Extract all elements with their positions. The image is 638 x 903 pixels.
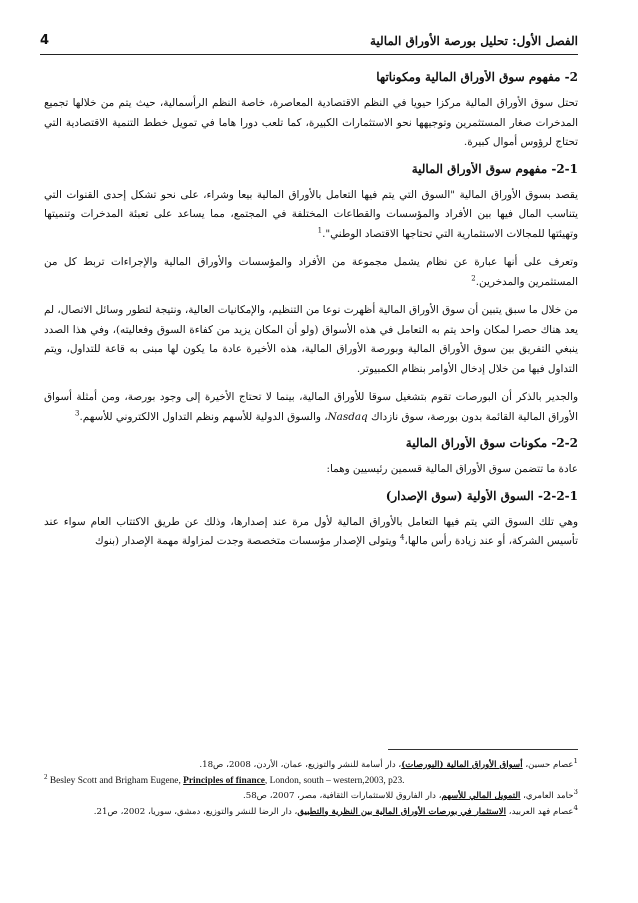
chapter-title: الفصل الأول: تحليل بورصة الأوراق المالية: [370, 34, 578, 48]
definition-paragraph: [44, 186, 578, 245]
footnote-3: [44, 789, 578, 805]
footnote-3-rest: ، دار الفاروق للاستثمارات الثقافية، مصر، 2007، ص58.: [243, 791, 442, 801]
footnote-2-author: Besley Scott and Brigham Eugene,: [47, 775, 184, 786]
nasdaq-text-b: ، والسوق الدولية للأسهم ونظم التداول الالكتروني للأسهم.: [79, 410, 328, 423]
footnote-1-number: 1: [573, 758, 578, 766]
document-body: [44, 62, 578, 561]
section-2-2-1-heading: 2-2-1- السوق الأولية (سوق الإصدار): [385, 488, 578, 503]
footnote-3-author: حامد العامري،: [520, 791, 574, 801]
footnote-ref-2[interactable]: 2: [471, 274, 476, 283]
footnote-2: [44, 774, 578, 790]
footnote-4-title: الاستثمار في بورصات الأوراق المالية بين النظرية والتطبيق: [297, 806, 507, 817]
footnote-3-number: 3: [573, 789, 578, 797]
section-2-2-heading: 2-2- مكونات سوق الأوراق المالية: [405, 436, 578, 450]
footnote-1-title: أسواق الأوراق المالية (البورصات): [401, 760, 523, 770]
market-vs-exchange-paragraph: من خلال ما سبق يتبين أن سوق الأوراق المالية أظهرت نوعا من التنظيم، والإمكانيات العالية، ونتيجة لتطور وسائل الاتصال، لم يعد هناك حصرا لمكان واحد يتم به التعامل في هذه الأسواق (ولو أن المكان يزيد من كفاءة السوق وفعاليته)، وفي هذا الصدد ينبغي التفريق بين سوق الأوراق المالية وبورصة الأوراق المالية، هذه الأخيرة عادة ما يكون لها مبنى به قاعة للتداول، ويتم التداول فيها من خلال إدخال الأوامر بنظام الكمبيوتر.: [44, 304, 578, 375]
primary-market-text-a: وهي تلك السوق التي يتم فيها التعامل بالأوراق المالية لأول مرة عند إصدارها، وذلك عن طريق الاكتتاب العام سواء عند تأسيس الشركة، أو عند زيادة رأس مالها،: [44, 515, 578, 547]
footnote-4-number: 4: [573, 804, 578, 812]
system-definition-text: وتعرف على أنها عبارة عن نظام يشمل مجموعة من الأفراد والمؤسسات والأوراق المالية والإجراءات تربط كل من المستثمرين والمدخرين.: [44, 256, 578, 288]
footnote-ref-1[interactable]: 1: [317, 226, 323, 235]
footnote-divider: [388, 749, 578, 750]
footnote-1: [44, 758, 578, 774]
footnote-1-rest: ، دار أسامة للنشر والتوزيع، عمان، الأردن، 2008، ص18.: [199, 760, 402, 770]
primary-market-text-b: ويتولى الإصدار مؤسسات متخصصة وجدت لمزاولة مهمة الإصدار (بنوك: [95, 535, 400, 547]
page-header: [40, 32, 578, 55]
definition-text: يقصد بسوق الأوراق المالية "السوق التي يتم فيها التعامل بالأوراق المالية بيعا وشراء، على نحو تشكل إحدى القنوات التي يتناسب المال فيها بين الأفراد والمؤسسات والقطاعات المختلفة في المجتمع، مما يساعد على تعبئة المدخرات وتنميتها وتهيئتها للمجالات الاستثمارية التي تحتاجها الاقتصاد الوطني".: [44, 188, 578, 240]
footnote-4: [44, 805, 578, 821]
footnote-4-author: عصام فهد العربيد،: [506, 806, 574, 817]
footnote-2-number: 2: [44, 773, 48, 781]
nasdaq-text-a: والجدير بالذكر أن البورصات تقوم بتشغيل سوقا للأوراق المالية، بينما لا تحتاج الأخيرة إلى وجود بورصة، ومن أمثلة أسواق الأوراق المالية القائمة بدون بورصة، سوق نازداك: [44, 391, 578, 423]
footnote-4-rest: ، دار الرضا للنشر والتوزيع، دمشق، سوريا، 2002، ص21.: [93, 806, 298, 817]
section-2-paragraph: تحتل سوق الأوراق المالية مركزا حيويا في النظم الاقتصادية المعاصرة، خاصة النظم الرأسمالية، حيث يتم من خلالها تجميع المدخرات صغار المستثمرين وتوجيهها نحو الاستثمارات الكبيرة، كما تلعب دورا هاما في تمويل خطط التنمية الاقتصادية التي تحتاج لرؤوس أموال كبيرة.: [44, 97, 578, 148]
nasdaq-latin: Nasdaq: [327, 410, 368, 423]
footnote-ref-3[interactable]: 3: [75, 409, 80, 418]
footnote-ref-4[interactable]: 4: [400, 533, 405, 542]
nasdaq-paragraph: [44, 388, 578, 427]
components-intro-paragraph: عادة ما تتضمن سوق الأوراق المالية قسمين رئيسيين وهما:: [326, 463, 578, 475]
system-definition-paragraph: [44, 253, 578, 292]
footnote-2-title: Principles of finance: [183, 775, 265, 786]
footnote-2-rest: , London, south – western,2003, p23.: [264, 775, 405, 786]
section-2-1-heading: 2-1- مفهوم سوق الأوراق المالية: [411, 161, 578, 176]
primary-market-paragraph: [44, 513, 578, 552]
footnote-1-author: عصام حسين،: [522, 760, 574, 770]
page-number: 4: [40, 33, 50, 48]
footnotes: [44, 758, 578, 820]
footnote-3-title: التمويل المالي للأسهم: [441, 791, 521, 801]
section-2-heading: 2- مفهوم سوق الأوراق المالية ومكوناتها: [376, 70, 578, 84]
